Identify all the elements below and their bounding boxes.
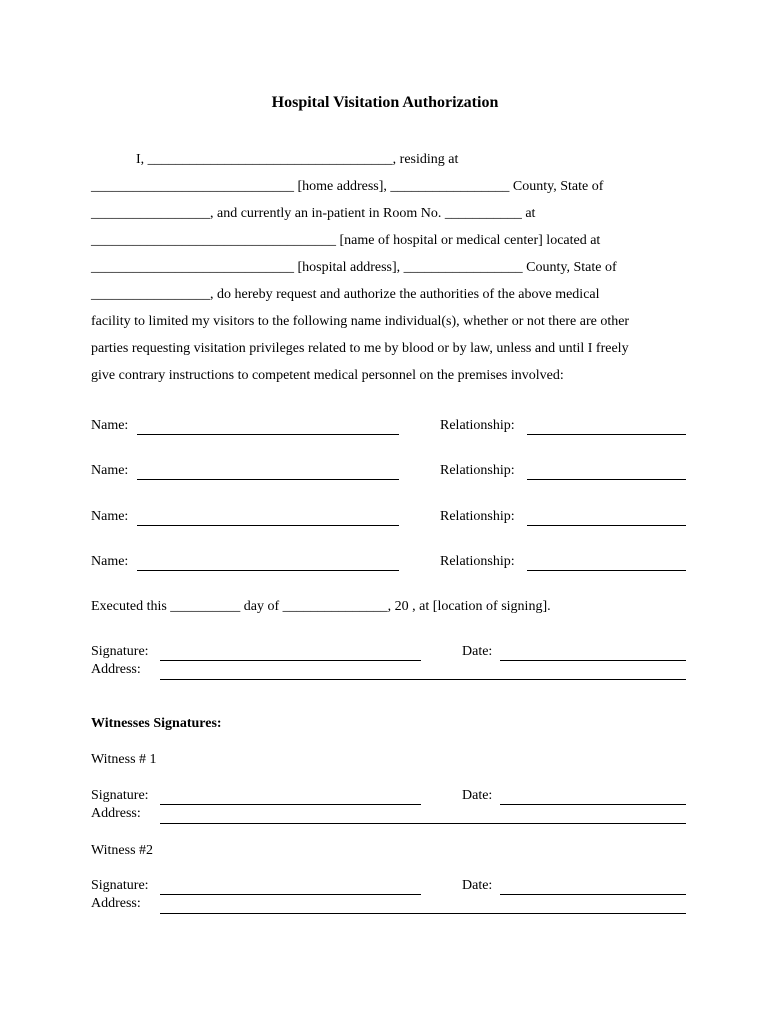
relationship-field[interactable] bbox=[527, 479, 686, 480]
paragraph-line: _________________, do hereby request and authorize the authorities of the above medical bbox=[91, 287, 600, 302]
relationship-field[interactable] bbox=[527, 434, 686, 435]
witness-2-date-field[interactable] bbox=[500, 894, 686, 895]
signer-date-field[interactable] bbox=[500, 660, 686, 661]
visitor-row bbox=[91, 554, 687, 574]
witnesses-heading: Witnesses Signatures: bbox=[91, 716, 222, 731]
relationship-label: Relationship: bbox=[440, 463, 515, 478]
date-label: Date: bbox=[462, 788, 493, 803]
signature-label: Signature: bbox=[91, 644, 149, 659]
witness-2-address-row bbox=[91, 896, 687, 916]
relationship-field[interactable] bbox=[527, 570, 686, 571]
visitor-name-field[interactable] bbox=[137, 479, 399, 480]
date-label: Date: bbox=[462, 644, 493, 659]
signer-signature-row bbox=[91, 644, 687, 664]
witness-2-signature-field[interactable] bbox=[160, 894, 421, 895]
address-label: Address: bbox=[91, 896, 141, 911]
signer-address-field[interactable] bbox=[160, 679, 686, 680]
paragraph-line: _________________, and currently an in-patient in Room No. ___________ at bbox=[91, 206, 536, 221]
authorization-paragraph bbox=[91, 146, 691, 389]
paragraph-line: I, ___________________________________, residing at bbox=[136, 152, 459, 167]
paragraph-line: ___________________________________ [name of hospital or medical center] located at bbox=[91, 233, 601, 248]
paragraph-line: facility to limited my visitors to the following name individual(s), whether or not there are other bbox=[91, 314, 630, 329]
paragraph-line: _____________________________ [home address], _________________ County, State of bbox=[91, 179, 604, 194]
signature-label: Signature: bbox=[91, 878, 149, 893]
paragraph-line: give contrary instructions to competent medical personnel on the premises involved: bbox=[91, 368, 564, 383]
document-title: Hospital Visitation Authorization bbox=[271, 94, 499, 111]
witness-2-address-field[interactable] bbox=[160, 913, 686, 914]
paragraph-line: _____________________________ [hospital address], _________________ County, State of bbox=[91, 260, 617, 275]
witness-2-label: Witness #2 bbox=[91, 843, 154, 858]
visitor-name-label: Name: bbox=[91, 463, 129, 478]
relationship-label: Relationship: bbox=[440, 509, 515, 524]
paragraph-line: parties requesting visitation privileges related to me by blood or by law, unless and until I freely bbox=[91, 341, 629, 356]
witness-1-date-field[interactable] bbox=[500, 804, 686, 805]
date-label: Date: bbox=[462, 878, 493, 893]
relationship-field[interactable] bbox=[527, 525, 686, 526]
signature-label: Signature: bbox=[91, 788, 149, 803]
witness-1-address-field[interactable] bbox=[160, 823, 686, 824]
witness-1-address-row bbox=[91, 806, 687, 826]
executed-line: Executed this __________ day of _______________, 20 , at [location of signing]. bbox=[91, 599, 551, 614]
witness-1-label: Witness # 1 bbox=[91, 752, 157, 767]
visitor-name-field[interactable] bbox=[137, 570, 399, 571]
visitor-name-field[interactable] bbox=[137, 434, 399, 435]
visitor-name-label: Name: bbox=[91, 509, 129, 524]
witness-1-signature-field[interactable] bbox=[160, 804, 421, 805]
witness-1-signature-row bbox=[91, 788, 687, 808]
relationship-label: Relationship: bbox=[440, 554, 515, 569]
visitor-row bbox=[91, 509, 687, 529]
visitor-row bbox=[91, 463, 687, 483]
relationship-label: Relationship: bbox=[440, 418, 515, 433]
visitor-name-field[interactable] bbox=[137, 525, 399, 526]
visitor-name-label: Name: bbox=[91, 554, 129, 569]
address-label: Address: bbox=[91, 806, 141, 821]
witness-2-signature-row bbox=[91, 878, 687, 898]
visitor-row bbox=[91, 418, 687, 438]
signer-address-row bbox=[91, 662, 687, 682]
signer-signature-field[interactable] bbox=[160, 660, 421, 661]
visitor-name-label: Name: bbox=[91, 418, 129, 433]
address-label: Address: bbox=[91, 662, 141, 677]
